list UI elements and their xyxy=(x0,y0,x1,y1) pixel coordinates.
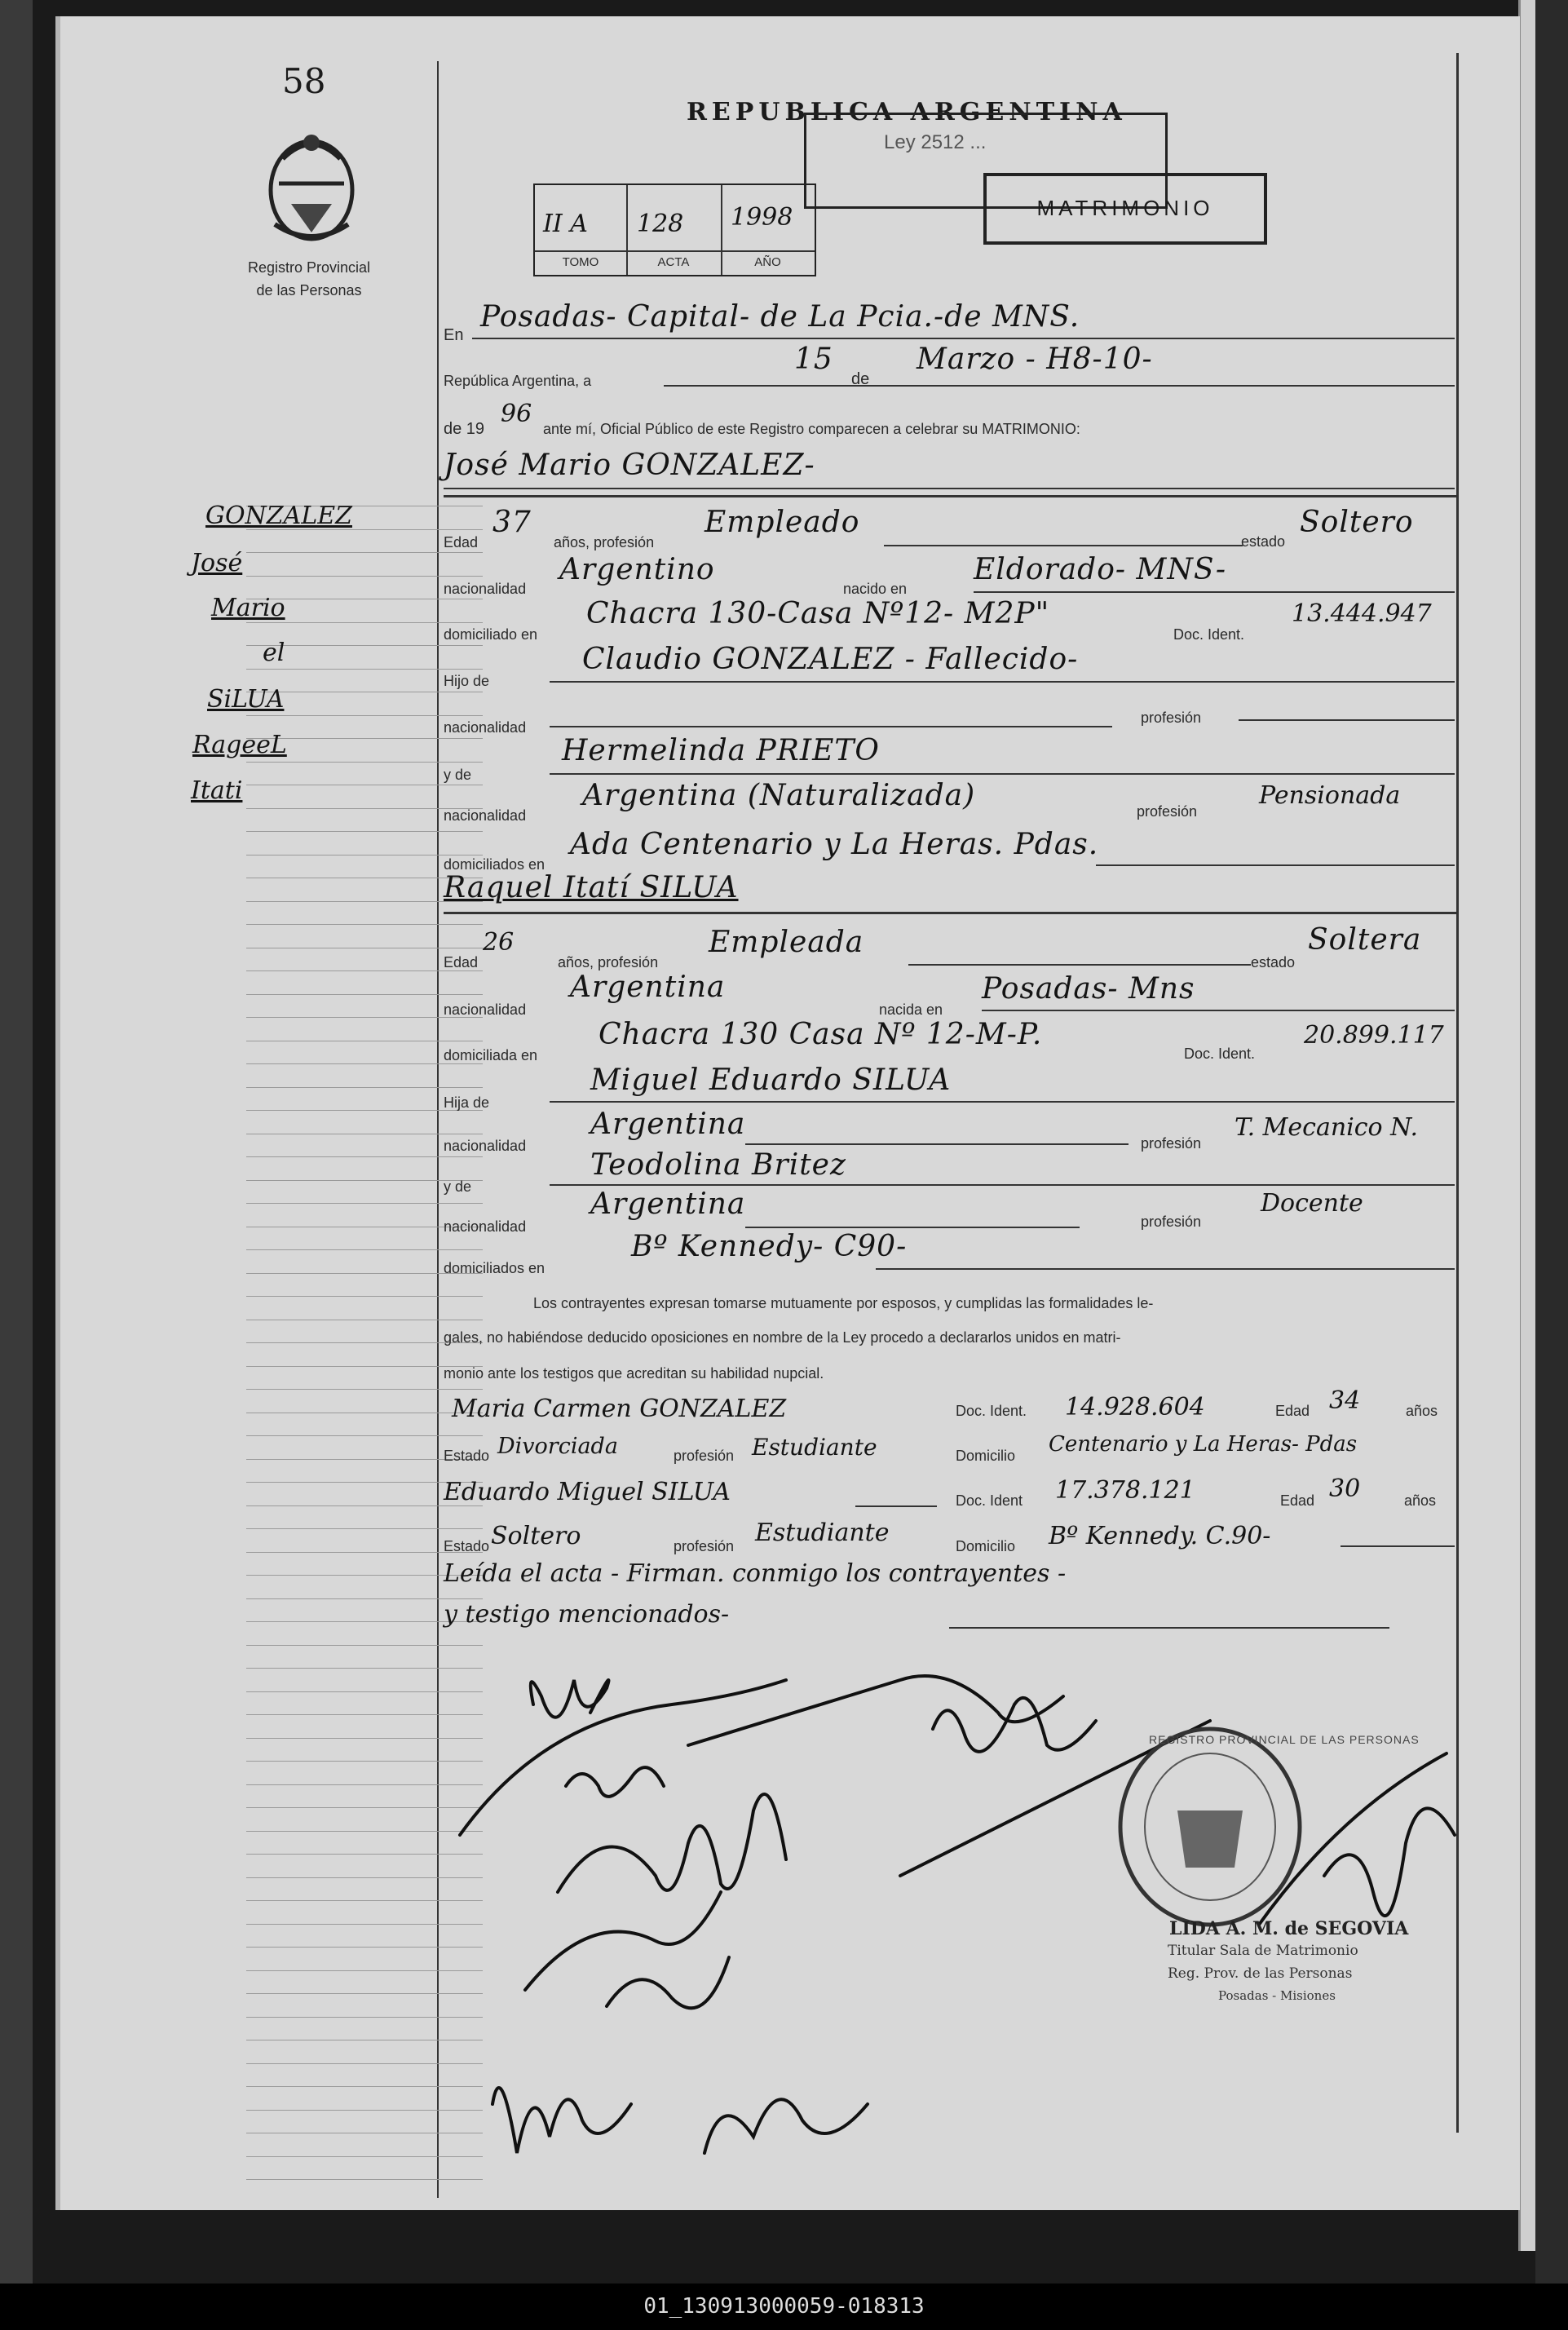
margin-ruled-line xyxy=(246,831,483,832)
official-name: LIDA A. M. de SEGOVIA xyxy=(1169,1918,1409,1939)
margin-ruled-line xyxy=(246,669,483,670)
bride-parents-domicile: Bº Kennedy- C90- xyxy=(631,1230,908,1263)
bride-mother-nat: Argentina xyxy=(590,1187,746,1221)
marriage-place: Posadas- Capital- de La Pcia.-de MNS. xyxy=(480,300,1080,334)
tomo-label: TOMO xyxy=(562,255,599,269)
groom-mother: Hermelinda PRIETO xyxy=(562,734,880,767)
bride-mother-nat-label: nacionalidad xyxy=(444,1218,527,1235)
witness1-name: Maria Carmen GONZALEZ xyxy=(452,1395,787,1423)
margin-ruled-line xyxy=(246,1249,483,1250)
bride-domicilio-label: domiciliada en xyxy=(444,1047,538,1063)
witness1-estado-label: Estado xyxy=(444,1448,490,1464)
record-type-box xyxy=(983,173,1267,245)
official-title: Titular Sala de Matrimonio xyxy=(1168,1943,1358,1959)
margin-ruled-line xyxy=(246,1598,483,1599)
groom-domicilio-label: domiciliado en xyxy=(444,626,538,643)
law-stamp: Ley 2512 ... xyxy=(804,113,1168,209)
witness2-domicile: Bº Kennedy. C.90- xyxy=(1049,1522,1271,1550)
year-prefix: de 19 xyxy=(444,420,485,438)
bride-name: Raquel Itatí SILUA xyxy=(444,871,739,904)
ano-label: AÑO xyxy=(754,255,781,269)
bride-hija-label: Hija de xyxy=(444,1094,490,1111)
groom-profession: Empleado xyxy=(704,506,860,539)
witness2-domicilio-label: Domicilio xyxy=(956,1538,1016,1554)
declaration-line3: monio ante los testigos que acreditan su habilidad nupcial. xyxy=(444,1365,824,1382)
witness1-profesion-label: profesión xyxy=(674,1448,735,1464)
margin-ruled-line xyxy=(246,1435,483,1436)
bride-mother-prof: Docente xyxy=(1261,1189,1363,1218)
country-title: REPUBLICA ARGENTINA xyxy=(687,98,1127,126)
witness1-edad-label: Edad xyxy=(1275,1403,1310,1419)
declaration-line2: gales, no habiéndose deducido oposiciones en nombre de la Ley procedo a declararlos unidos en matri- xyxy=(444,1329,1121,1346)
witness2-doc-label: Doc. Ident xyxy=(956,1492,1023,1509)
en-label: En xyxy=(444,326,464,344)
groom-mother-prof: Pensionada xyxy=(1259,781,1401,810)
margin-note-line: Itati xyxy=(191,776,243,805)
groom-estado-label: estado xyxy=(1241,533,1286,550)
ano-value: 1998 xyxy=(731,203,793,232)
witness1-doc-label: Doc. Ident. xyxy=(956,1403,1027,1419)
official-seal-icon xyxy=(1112,1721,1308,1937)
record-sheet xyxy=(55,16,1520,2210)
groom-hijo-label: Hijo de xyxy=(444,673,490,689)
groom-nationality: Argentino xyxy=(559,553,715,586)
margin-ruled-line xyxy=(246,1389,483,1390)
margin-note-line: SiLUA xyxy=(207,685,285,714)
witness1-anos-label: años xyxy=(1406,1403,1438,1419)
bride-yde-label: y de xyxy=(444,1178,472,1195)
margin-note-line: RageeL xyxy=(192,731,287,759)
registry-name-line2: de las Personas xyxy=(256,282,362,298)
bride-father-prof-label: profesión xyxy=(1141,1135,1202,1152)
bride-mother-prof-label: profesión xyxy=(1141,1214,1202,1230)
bride-age: 26 xyxy=(483,928,515,957)
scan-background-left xyxy=(0,0,33,2330)
marriage-day: 15 xyxy=(794,343,833,376)
acta-label: ACTA xyxy=(657,255,690,269)
year-suffix: 96 xyxy=(501,400,532,428)
groom-estado: Soltero xyxy=(1300,506,1414,539)
bride-birthplace: Posadas- Mns xyxy=(982,972,1195,1006)
groom-nacionalidad-label: nacionalidad xyxy=(444,581,527,597)
bride-parents-dom-label: domiciliados en xyxy=(444,1260,545,1276)
groom-name: José Mario GONZALEZ- xyxy=(444,449,815,482)
margin-note-line: José xyxy=(191,549,243,577)
groom-father: Claudio GONZALEZ - Fallecido- xyxy=(582,643,1079,676)
bride-mother: Teodolina Britez xyxy=(590,1148,846,1182)
marriage-month-time: Marzo - H8-10- xyxy=(917,343,1153,376)
groom-mother-nat-label: nacionalidad xyxy=(444,807,527,824)
witness1-domicilio-label: Domicilio xyxy=(956,1448,1016,1464)
margin-ruled-line xyxy=(246,924,483,925)
witness2-age: 30 xyxy=(1329,1474,1361,1503)
official-registry: Reg. Prov. de las Personas xyxy=(1168,1965,1353,1982)
groom-domicile: Chacra 130-Casa Nº12- M2P" xyxy=(586,597,1050,630)
margin-ruled-line xyxy=(246,855,483,856)
margin-note-line: el xyxy=(263,639,285,667)
groom-doc-label: Doc. Ident. xyxy=(1173,626,1245,643)
witness1-age: 34 xyxy=(1329,1386,1361,1415)
margin-note-line: Mario xyxy=(211,594,285,622)
bride-father-prof: T. Mecanico N. xyxy=(1235,1113,1419,1142)
groom-mother-nat: Argentina (Naturalizada) xyxy=(582,779,976,812)
bride-doc-label: Doc. Ident. xyxy=(1184,1046,1256,1062)
groom-age: 37 xyxy=(492,506,532,539)
coat-of-arms-icon xyxy=(258,126,364,253)
witness2-profesion-label: profesión xyxy=(674,1538,735,1554)
witness2-doc: 17.378.121 xyxy=(1055,1476,1195,1505)
declaration-line1: Los contrayentes expresan tomarse mutuamente por esposos, y cumplidas las formalidades le- xyxy=(533,1295,1154,1311)
bride-father-nat: Argentina xyxy=(590,1108,746,1141)
bride-estado: Soltera xyxy=(1308,923,1422,957)
republic-label: República Argentina, a xyxy=(444,373,592,389)
witness2-anos-label: años xyxy=(1404,1492,1437,1509)
margin-ruled-line xyxy=(246,1645,483,1646)
margin-ruled-line xyxy=(246,994,483,995)
margin-ruled-line xyxy=(246,1203,483,1204)
groom-birthplace: Eldorado- MNS- xyxy=(974,553,1227,586)
margin-ruled-line xyxy=(246,1528,483,1529)
margin-note-line: GONZALEZ xyxy=(205,502,352,530)
witness2-profession: Estudiante xyxy=(755,1519,890,1547)
groom-father-nat-label: nacionalidad xyxy=(444,719,527,736)
witness2-estado-label: Estado xyxy=(444,1538,490,1554)
margin-ruled-line xyxy=(246,576,483,577)
bride-profession: Empleada xyxy=(709,926,864,959)
witness1-doc: 14.928.604 xyxy=(1065,1393,1205,1421)
intro-text: ante mí, Oficial Público de este Registro comparecen a celebrar su MATRIMONIO: xyxy=(543,421,1080,437)
bride-estado-label: estado xyxy=(1251,954,1296,970)
official-location: Posadas - Misiones xyxy=(1218,1988,1336,2003)
witness1-domicile: Centenario y La Heras- Pdas xyxy=(1049,1432,1358,1457)
witness2-estado: Soltero xyxy=(491,1522,581,1550)
tomo-value: II A xyxy=(543,210,588,238)
margin-ruled-line xyxy=(246,762,483,763)
margin-ruled-line xyxy=(246,1087,483,1088)
registry-name-line1: Registro Provincial xyxy=(247,259,371,276)
margin-ruled-line xyxy=(246,1296,483,1297)
scan-background-right xyxy=(1535,0,1568,2330)
record-type-label: MATRIMONIO xyxy=(1036,196,1214,220)
witness1-profession: Estudiante xyxy=(752,1434,877,1461)
page-number: 58 xyxy=(282,61,326,101)
groom-yde-label: y de xyxy=(444,767,472,783)
groom-mother-prof-label: profesión xyxy=(1137,803,1198,820)
bride-domicile: Chacra 130 Casa Nº 12-M-P. xyxy=(598,1018,1043,1051)
groom-profesion-label: años, profesión xyxy=(554,534,655,550)
bride-father: Miguel Eduardo SILUA xyxy=(590,1063,952,1097)
seal-ring-text: REGISTRO PROVINCIAL DE LAS PERSONAS xyxy=(1149,1733,1420,1746)
groom-parents-domicile: Ada Centenario y La Heras. Pdas. xyxy=(570,828,1099,861)
bride-nacida-label: nacida en xyxy=(879,1001,943,1018)
groom-parents-dom-label: domiciliados en xyxy=(444,856,545,873)
margin-ruled-line xyxy=(246,1156,483,1157)
margin-ruled-line xyxy=(246,715,483,716)
margin-ruled-line xyxy=(246,552,483,553)
groom-father-prof-label: profesión xyxy=(1141,710,1202,726)
bride-nacionalidad-label: nacionalidad xyxy=(444,1001,527,1018)
groom-doc-number: 13.444.947 xyxy=(1292,599,1432,628)
witness1-estado: Divorciada xyxy=(497,1434,618,1459)
bride-edad-label: Edad xyxy=(444,954,479,970)
de-label: de xyxy=(851,370,870,388)
groom-nacido-label: nacido en xyxy=(843,581,908,597)
closing-line2: y testigo mencionados- xyxy=(444,1600,730,1629)
witness2-name: Eduardo Miguel SILUA xyxy=(444,1478,731,1506)
witness2-edad-label: Edad xyxy=(1280,1492,1315,1509)
record-reference-table xyxy=(533,183,816,276)
groom-edad-label: Edad xyxy=(444,534,479,550)
bride-nationality: Argentina xyxy=(570,970,726,1004)
closing-line1: Leída el acta - Firman. conmigo los contrayentes - xyxy=(444,1559,1067,1588)
bride-doc-number: 20.899.117 xyxy=(1304,1021,1444,1050)
scan-identifier: 01_130913000059-018313 xyxy=(0,2284,1568,2330)
acta-value: 128 xyxy=(637,210,684,238)
bride-profesion-label: años, profesión xyxy=(558,954,659,970)
bride-father-nat-label: nacionalidad xyxy=(444,1138,527,1154)
